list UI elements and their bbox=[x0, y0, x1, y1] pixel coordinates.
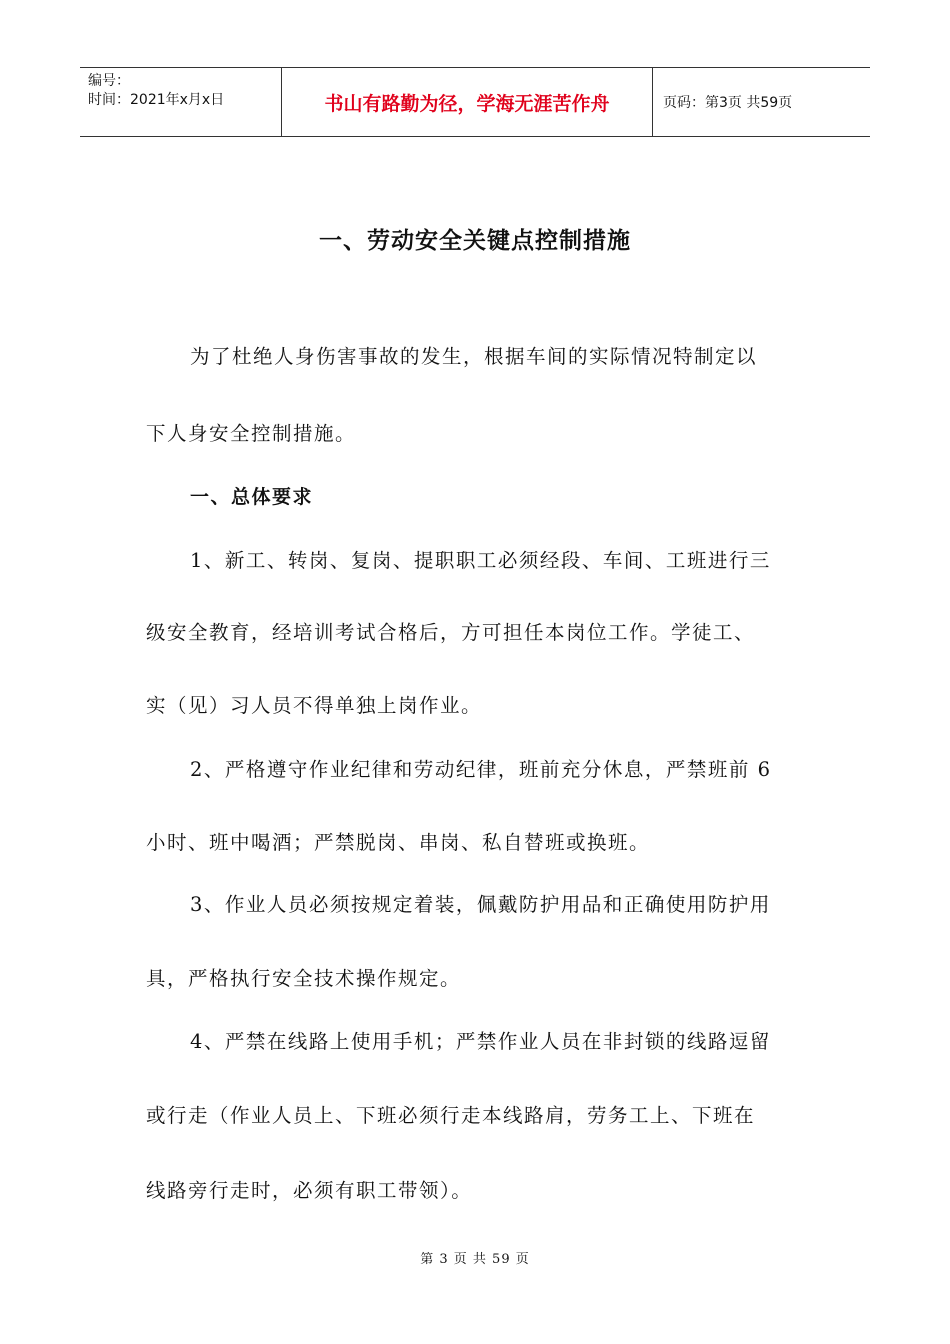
paragraph-line: 3、作业人员必须按规定着装，佩戴防护用品和正确使用防护用 bbox=[190, 893, 771, 916]
header-motto: 书山有路勤为径，学海无涯苦作舟 bbox=[282, 68, 653, 136]
paragraph-line: 4、严禁在线路上使用手机；严禁作业人员在非封锁的线路逗留 bbox=[190, 1030, 771, 1053]
paragraph-line: 下人身安全控制措施。 bbox=[146, 422, 357, 445]
page-header bbox=[80, 67, 870, 137]
paragraph-line: 小时、班中喝酒；严禁脱岗、串岗、私自替班或换班。 bbox=[146, 831, 651, 854]
paragraph-line: 或行走（作业人员上、下班必须行走本线路肩，劳务工上、下班在 bbox=[146, 1104, 756, 1127]
document-title: 一、劳动安全关键点控制措施 bbox=[319, 228, 631, 254]
paragraph-line: 1、新工、转岗、复岗、提职职工必须经段、车间、工班进行三 bbox=[190, 549, 771, 572]
document-time-label: 时间：2021年x月x日 bbox=[88, 92, 225, 108]
document-number-label: 编号： bbox=[88, 73, 130, 89]
paragraph-line: 实（见）习人员不得单独上岗作业。 bbox=[146, 694, 483, 717]
paragraph-line: 为了杜绝人身伤害事故的发生，根据车间的实际情况特制定以 bbox=[190, 345, 758, 368]
header-meta bbox=[80, 68, 282, 136]
section-heading: 一、总体要求 bbox=[190, 486, 314, 508]
paragraph-line: 级安全教育，经培训考试合格后，方可担任本岗位工作。学徒工、 bbox=[146, 621, 756, 644]
header-page-info: 页码：第3页 共59页 bbox=[663, 95, 793, 111]
paragraph-line: 线路旁行走时，必须有职工带领）。 bbox=[146, 1179, 473, 1202]
page-footer: 第 3 页 共 59 页 bbox=[420, 1252, 530, 1267]
paragraph-line: 具，严格执行安全技术操作规定。 bbox=[146, 967, 462, 990]
paragraph-line: 2、严格遵守作业纪律和劳动纪律，班前充分休息，严禁班前 6 bbox=[190, 758, 772, 781]
